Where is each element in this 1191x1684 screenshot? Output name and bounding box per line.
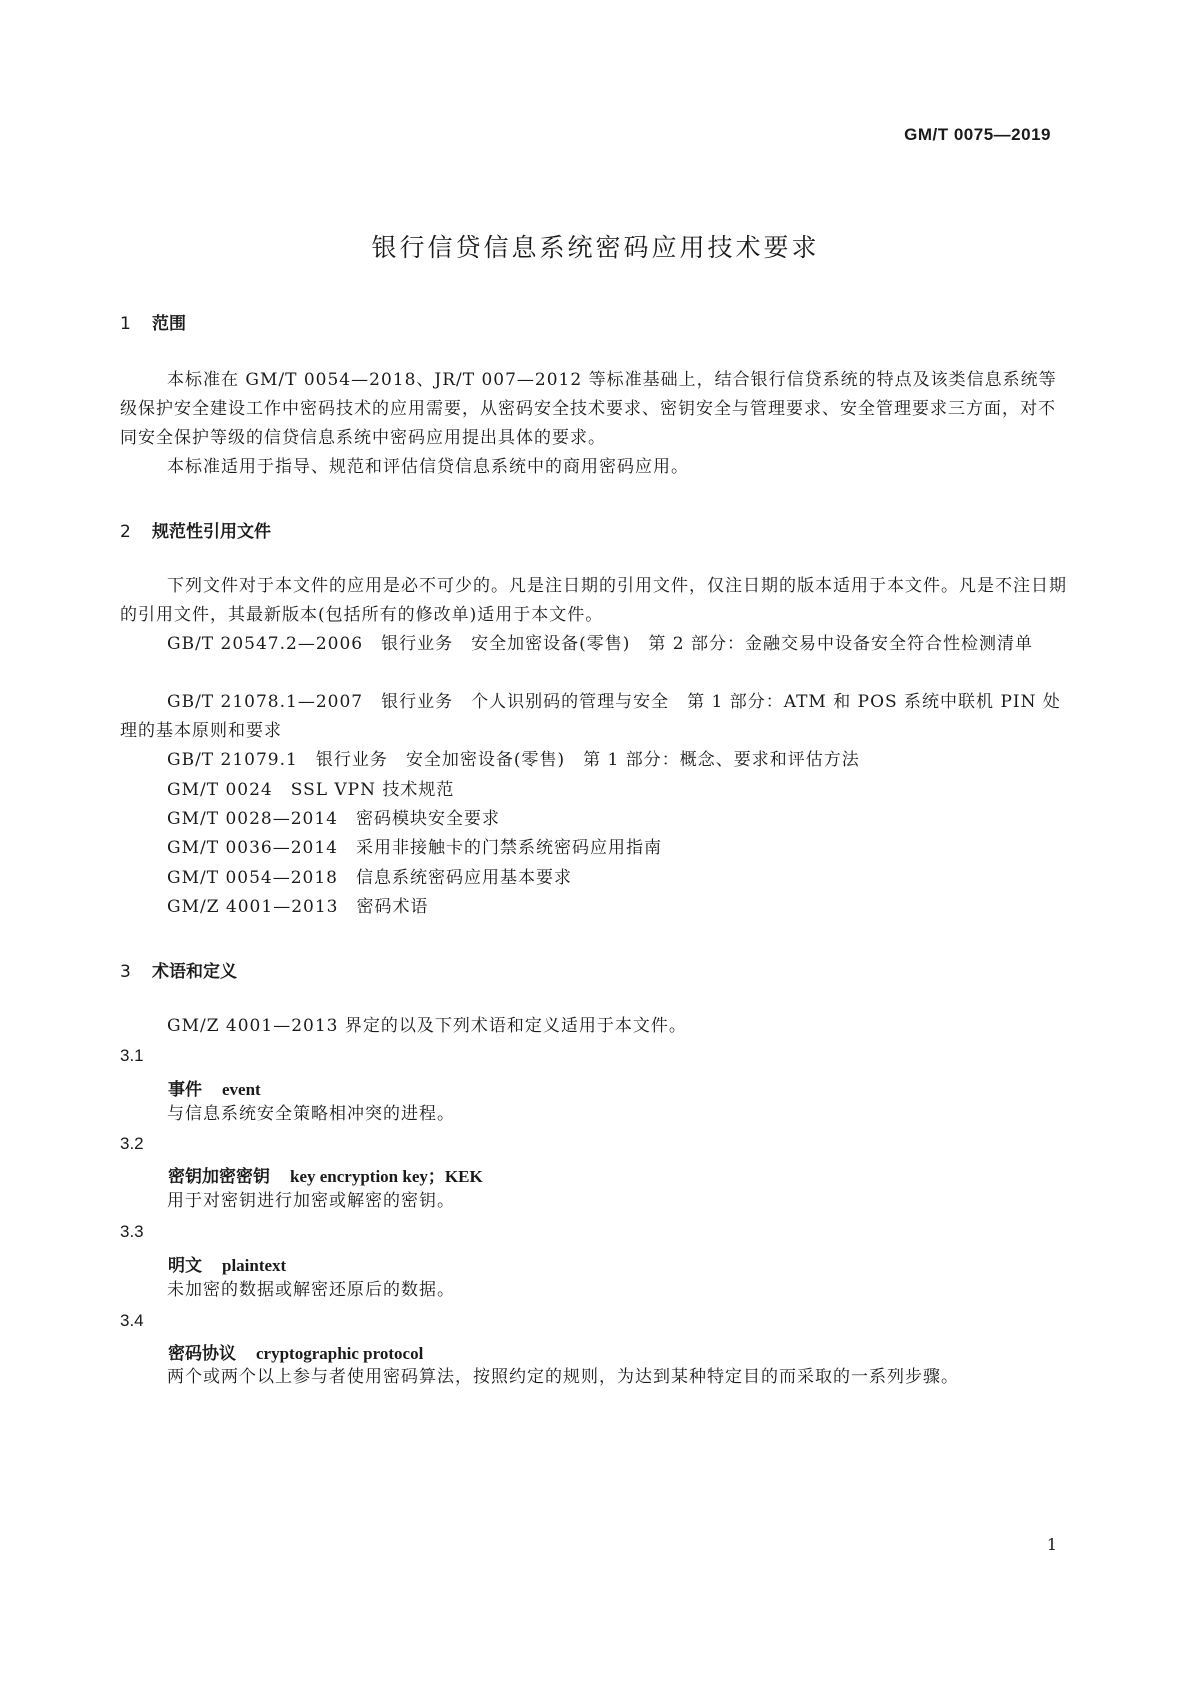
term-en: plaintext <box>222 1256 287 1275</box>
reference-item: GB/T 21079.1 银行业务 安全加密设备(零售) 第 1 部分：概念、要求和评估方法 <box>167 750 860 770</box>
section-number: 3 <box>120 962 131 982</box>
term-heading <box>168 1339 423 1364</box>
clause-number: 3.2 <box>120 1134 144 1153</box>
term-zh: 密钥加密密钥 <box>168 1167 270 1187</box>
reference-item: GB/T 21078.1—2007 银行业务 个人识别码的管理与安全 第 1 部分：ATM 和 POS 系统中联机 PIN 处理的基本原则和要求 <box>120 692 1061 741</box>
term-definition: 与信息系统安全策略相冲突的进程。 <box>167 1104 455 1124</box>
terms-intro: GM/Z 4001—2013 界定的以及下列术语和定义适用于本文件。 <box>167 1016 687 1036</box>
reference-item: GB/T 20547.2—2006 银行业务 安全加密设备(零售) 第 2 部分：金融交易中设备安全符合性检测清单 <box>167 634 1033 654</box>
clause-number: 3.1 <box>120 1046 144 1065</box>
term-heading <box>168 1162 483 1187</box>
scope-paragraph-2: 本标准适用于指导、规范和评估信贷信息系统中的商用密码应用。 <box>167 457 689 477</box>
reference-item: GM/T 0024 SSL VPN 技术规范 <box>167 780 455 800</box>
clause-number: 3.4 <box>120 1311 144 1330</box>
section-heading-scope <box>120 309 186 334</box>
section-number: 1 <box>120 314 131 334</box>
term-zh: 明文 <box>168 1256 202 1276</box>
clause-number: 3.3 <box>120 1222 144 1241</box>
document-code: GM/T 0075—2019 <box>904 125 1051 144</box>
term-zh: 密码协议 <box>168 1344 236 1364</box>
term-en: event <box>222 1080 261 1099</box>
section-number: 2 <box>120 522 131 542</box>
section-title: 术语和定义 <box>152 962 237 982</box>
section-title: 规范性引用文件 <box>152 522 271 542</box>
reference-item: GM/T 0054—2018 信息系统密码应用基本要求 <box>167 868 572 888</box>
term-definition: 用于对密钥进行加密或解密的密钥。 <box>167 1191 455 1211</box>
reference-item: GM/T 0028—2014 密码模块安全要求 <box>167 809 500 829</box>
section-title: 范围 <box>152 314 186 334</box>
term-heading <box>168 1251 286 1276</box>
references-intro: 下列文件对于本文件的应用是必不可少的。凡是注日期的引用文件，仅注日期的版本适用于本文件。凡是不注日期的引用文件，其最新版本(包括所有的修改单)适用于本文件。 <box>120 576 1067 625</box>
page-number: 1 <box>1046 1535 1057 1554</box>
term-en: key encryption key；KEK <box>290 1167 483 1186</box>
document-title: 银行信贷信息系统密码应用技术要求 <box>371 233 820 262</box>
term-en: cryptographic protocol <box>256 1344 424 1363</box>
reference-item: GM/Z 4001—2013 密码术语 <box>167 897 429 917</box>
scope-paragraph-1: 本标准在 GM/T 0054—2018、JR/T 007—2012 等标准基础上，结合银行信贷系统的特点及该类信息系统等级保护安全建设工作中密码技术的应用需要，从密码安全技术要求、密钥安全与管理要求、安全管理要求三方面，对不同安全保护等级的信贷信息系统中密码应用提出具体的要求。 <box>120 370 1057 448</box>
term-definition: 未加密的数据或解密还原后的数据。 <box>167 1280 455 1300</box>
section-heading-references <box>120 517 271 542</box>
term-heading <box>168 1075 261 1100</box>
term-definition: 两个或两个以上参与者使用密码算法，按照约定的规则，为达到某种特定目的而采取的一系列步骤。 <box>167 1367 959 1387</box>
term-zh: 事件 <box>168 1080 202 1100</box>
section-heading-terms <box>120 957 237 982</box>
reference-item: GM/T 0036—2014 采用非接触卡的门禁系统密码应用指南 <box>167 838 662 858</box>
